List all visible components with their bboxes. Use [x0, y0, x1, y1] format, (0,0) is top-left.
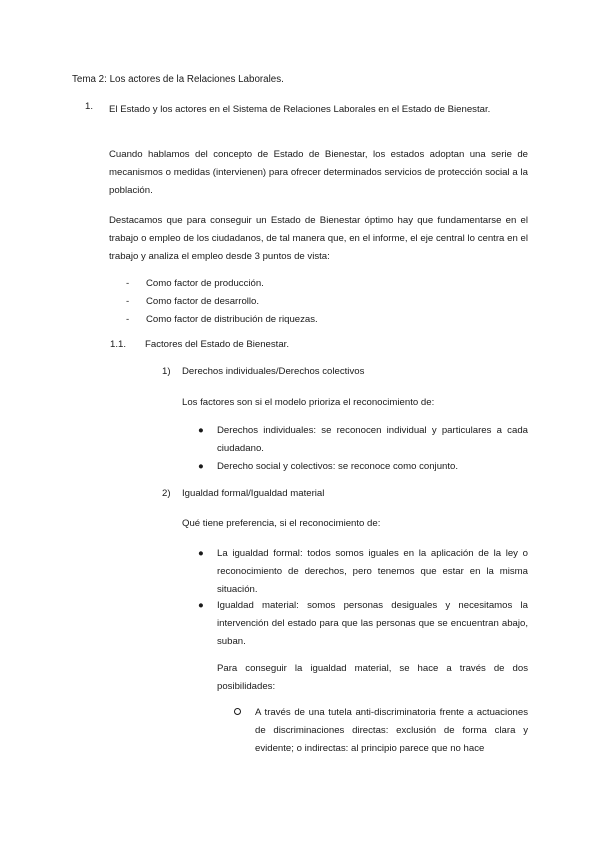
- item-lead: Los factores son si el modelo prioriza el reconocimiento de:: [182, 397, 435, 408]
- paragraph-welfare-concept: Cuando hablamos del concepto de Estado de Bienestar, los estados adoptan una serie de mecanismos o medidas (intervienen) para ofrecer determinados servicios de protección social a la población.: [109, 149, 528, 196]
- subsection-heading: Factores del Estado de Bienestar.: [145, 339, 289, 350]
- dash-marker: -: [126, 278, 130, 289]
- bullet-text: Derecho social y colectivos: se reconoce como conjunto.: [217, 461, 459, 472]
- bullet-icon: ●: [198, 461, 204, 472]
- sub-bullet-text: A través de una tutela anti-discriminatoria frente a actuaciones de discriminaciones directas: exclusión de forma clara y evidente; o indirectas: al principio parece que no hace: [255, 707, 528, 754]
- item-heading: Derechos individuales/Derechos colectivos: [182, 366, 365, 377]
- bullet-icon: ●: [198, 600, 204, 611]
- item-number: 1): [162, 366, 171, 377]
- paragraph-material-equality: Para conseguir la igualdad material, se hace a través de dos posibilidades:: [217, 663, 528, 692]
- bullet-text: La igualdad formal: todos somos iguales en la aplicación de la ley o reconocimiento de derechos, pero tenemos que estar en la misma situación.: [217, 548, 528, 595]
- bullet-text: Igualdad material: somos personas desiguales y necesitamos la intervención del estado para que las personas que se encuentran abajo, suban.: [217, 600, 528, 647]
- document-title: Tema 2: Los actores de la Relaciones Laborales.: [72, 74, 284, 85]
- section-number: 1.: [85, 101, 94, 112]
- list-item-text: Como factor de producción.: [146, 278, 264, 289]
- dash-marker: -: [126, 314, 130, 325]
- item-heading: Igualdad formal/Igualdad material: [182, 488, 325, 499]
- list-item: [126, 311, 318, 329]
- bullet-icon: ●: [198, 425, 204, 436]
- circle-bullet-icon: [234, 708, 241, 715]
- item-number: 2): [162, 488, 171, 499]
- bullet-text: Derechos individuales: se reconocen individual y particulares a cada ciudadano.: [217, 425, 528, 454]
- list-item-text: Como factor de desarrollo.: [146, 296, 260, 307]
- section-heading: El Estado y los actores en el Sistema de Relaciones Laborales en el Estado de Bienestar.: [109, 104, 491, 115]
- list-item: [126, 293, 318, 311]
- list-item-text: Como factor de distribución de riquezas.: [146, 314, 318, 325]
- subsection-number: 1.1.: [110, 339, 127, 350]
- list-item: [126, 275, 318, 293]
- item-lead: Qué tiene preferencia, si el reconocimiento de:: [182, 518, 381, 529]
- paragraph-employment: Destacamos que para conseguir un Estado de Bienestar óptimo hay que fundamentarse en el trabajo o empleo de los ciudadanos, de tal manera que, en el informe, el eje central lo centra en el trabajo y analiza el empleo desde 3 puntos de vista:: [109, 215, 528, 262]
- dash-marker: -: [126, 296, 130, 307]
- dash-list: [126, 275, 318, 329]
- bullet-icon: ●: [198, 548, 204, 559]
